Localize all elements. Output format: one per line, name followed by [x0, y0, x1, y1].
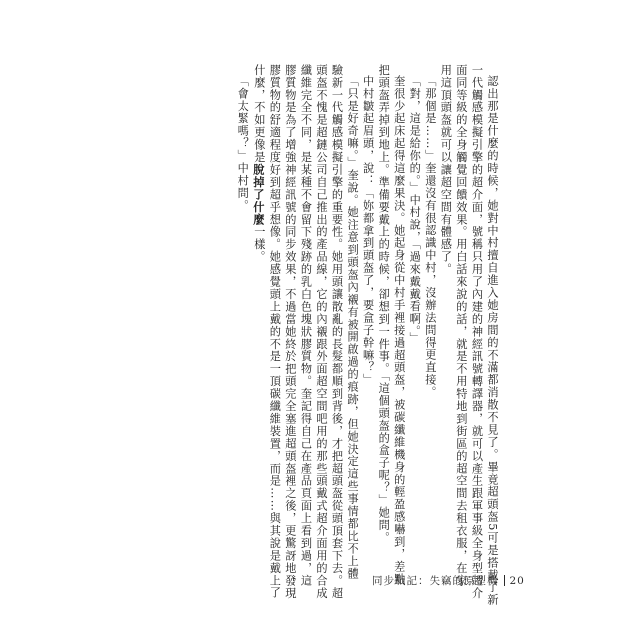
text-line: 用這頂頭盔就可以讓超空間有體感了。	[439, 64, 453, 276]
text-line: 「那個是……」奎還沒有很認識中村，沒辦法問得更直接。	[423, 75, 437, 399]
text-line: 膠質物的舒適程度好到超乎想像。她感覺頭上戴的不是一頂碳纖維裝置，而是……與其說是戴上了	[268, 64, 282, 600]
running-title: 同步戰記：失竊的原型機	[372, 575, 499, 587]
emphasis-text: 脫掉了什麼	[251, 163, 266, 226]
paragraph	[438, 64, 500, 607]
text-line: 「只是好奇嘛。」奎說。她注意到頭盔內襯有被開啟過的痕跡，但她決定這些事情都比不上體	[346, 75, 360, 581]
text-line: 把頭盔弄掉到地上。準備要戴上的時候，卻想到一件事。「這個頭盔的盒子呢？」她問。	[377, 64, 391, 544]
text-line: 認出那是什麼的時候，她對中村擅自進入她房間的不滿都消散不見了。畢竟超頭盔5可是搭載了新	[486, 75, 499, 607]
text-line: 奎很少起床起得這麼果決。她起身從中村手裡接過超頭盔，被碳纖維機身的輕盈感嚇到，差點	[392, 75, 406, 586]
paragraph	[235, 64, 251, 584]
paragraph	[250, 64, 360, 600]
text-line: 面同等級的全身觸覺回饋效果。用白話來說的話，就是不用特地到街區的超空間去租衣服，在家	[454, 64, 468, 587]
text-line: 頭盔不愧是超鏈公司自己推出的產品線，它的內襯跟外面超空間吧用的那些頭戴式超介面用的合成	[314, 64, 328, 600]
text-line: 什麼，不如更像是脫掉了什麼一樣。	[251, 64, 266, 264]
text-line: 中村皺起眉頭，說：「妳都拿到頭盔了，要盒子幹嘛？」	[361, 75, 375, 387]
text-line: 「對，這是給你的。」中村說，「過來戴戴看啊。」	[408, 75, 422, 345]
text-line: 一代觸感模擬引擎的超介面，號稱只用了內建的神經訊號轉譯器，就可以產生跟軍事級全身型超介	[470, 64, 484, 600]
text-line: 「會太緊嗎？」中村問。	[236, 75, 250, 213]
page-number: 20	[509, 574, 525, 587]
paragraph	[376, 64, 407, 584]
paragraph	[407, 64, 423, 584]
footer-divider	[504, 575, 505, 586]
paragraph	[422, 64, 438, 584]
text-line: 纖維完全不同，是某種不會留下殘跡的乳白色塊狀膠質物。奎記得自己在產品頁面上看到過，這	[299, 64, 313, 587]
paragraph	[360, 64, 376, 584]
page-footer	[372, 573, 525, 588]
text-line: 驗新一代觸感模擬引擎的重要性。她用頭讓散亂的長髮都順到背後，才把超頭盔從頭頂套下去。超	[330, 64, 344, 600]
text-line: 膠質物是為了增強神經訊號的同步效果，不過當她終於把頭完全塞進超頭盔裡之後，更驚訝地發現	[283, 64, 297, 600]
body-text	[162, 64, 500, 607]
